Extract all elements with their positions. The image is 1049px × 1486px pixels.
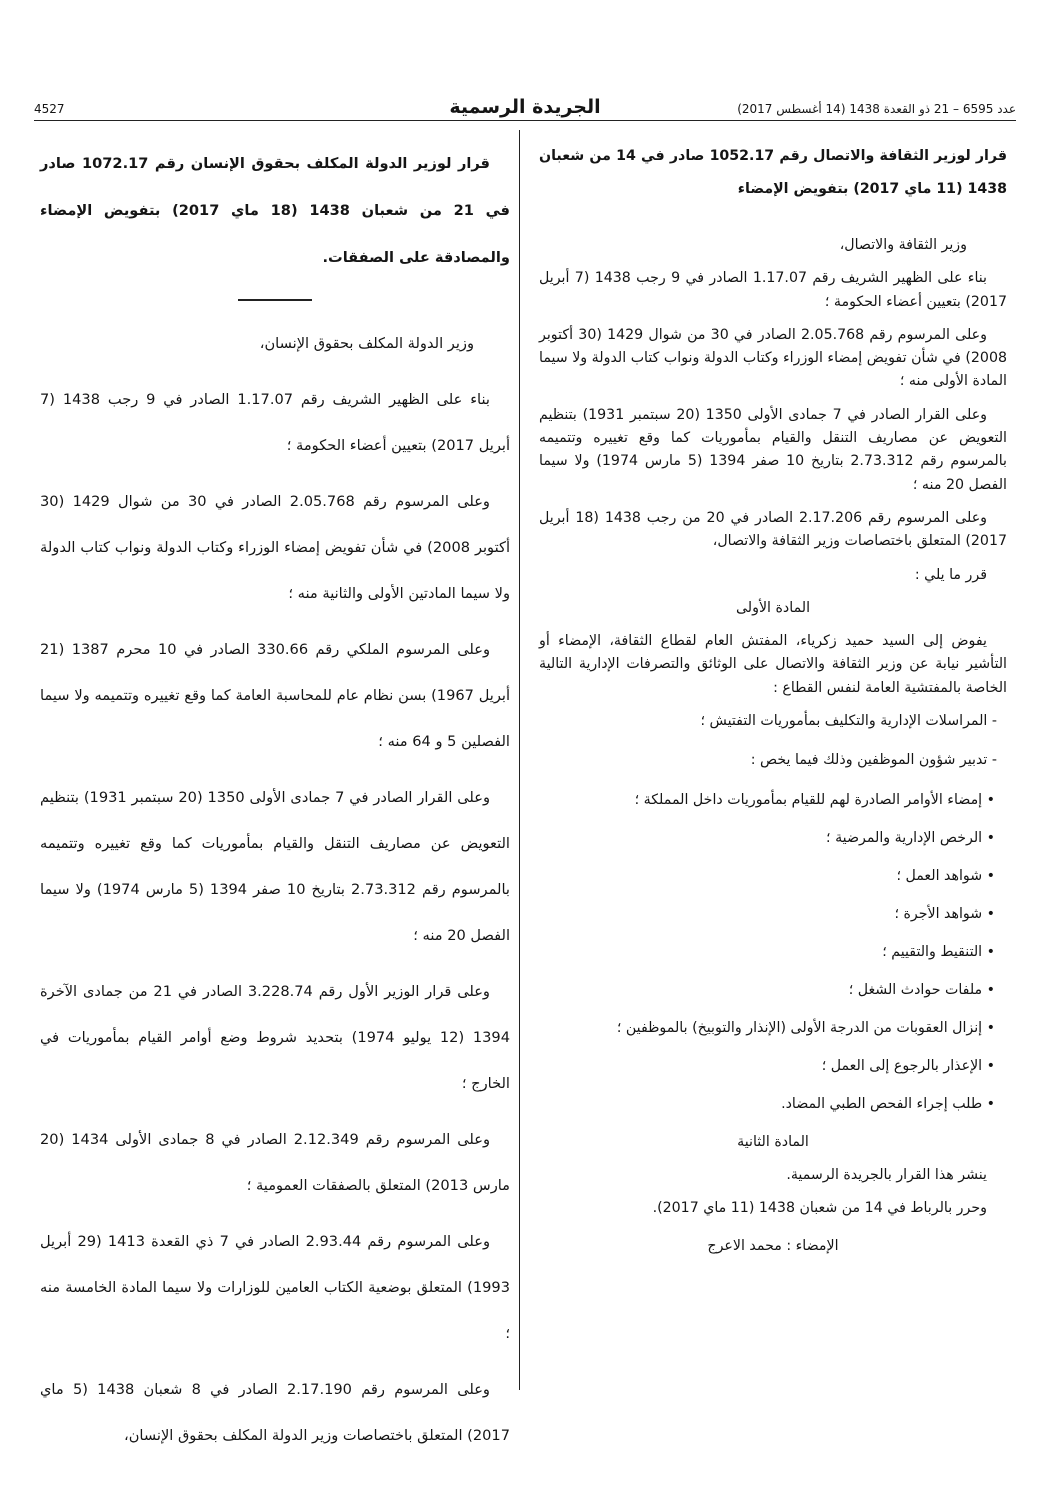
bullet-item: • التنقيط والتقييم ؛ — [882, 943, 995, 960]
bullet-item: • طلب إجراء الفحص الطبي المضاد. — [781, 1095, 995, 1112]
minister-line: وزير الدولة المكلف بحقوق الإنسان، — [259, 335, 474, 352]
minister-line: وزير الثقافة والاتصال، — [839, 237, 967, 253]
page-header — [34, 98, 1016, 121]
decree-culture-column — [539, 140, 1007, 1268]
recital: وعلى المرسوم الملكي رقم 330.66 الصادر في 10 محرم 1387 (21 أبريل 1967) بسن نظام عام للمحاسبة العامة كما وقع تغييره وتتميمه ولا سيما الفصلين 5 و 64 منه ؛ — [40, 641, 511, 750]
article-heading: المادة الأولى — [735, 599, 811, 616]
recital: وعلى المرسوم رقم 2.17.190 الصادر في 8 شعبان 1438 (5 ماي 2017) المتعلق باختصاصات وزير الدولة المكلف بحقوق الإنسان، — [40, 1381, 510, 1444]
recital: وعلى قرار الوزير الأول رقم 3.228.74 الصادر في 21 من جمادى الآخرة 1394 (12 يوليو 1974) بتحديد شروط وضع أوامر القيام بمأموريات في الخارج ؛ — [40, 983, 510, 1092]
bullet-item: • شواهد الأجرة ؛ — [894, 905, 995, 922]
article-heading: المادة الثانية — [737, 1133, 809, 1150]
recital: وعلى القرار الصادر في 7 جمادى الأولى 1350 (20 سبتمبر 1931) بتنظيم التعويض عن مصاريف التنقل والقيام بمأموريات كما وقع تغييره وتتميمه بالمرسوم رقم 2.73.312 بتاريخ 10 صفر 1394 (5 مارس 1974) ولا سيما الفصل 20 منه ؛ — [40, 789, 510, 944]
article-text: يفوض إلى السيد حميد زكرياء، المفتش العام لقطاع الثقافة، الإمضاء أو التأشير نيابة عن وزير الثقافة والاتصال على الوثائق والتصرفات الإدارية التالية الخاصة بالمفتشية العامة لنفس القطاع : — [539, 633, 1007, 696]
recital: وعلى المرسوم رقم 2.05.768 الصادر في 30 من شوال 1429 (30 أكتوبر 2008) في شأن تفويض إمضاء الوزراء وكتاب الدولة ونواب كتاب الدولة ولا سيما المادة الأولى منه ؛ — [539, 326, 1007, 390]
decides-line: قرر ما يلي : — [914, 566, 987, 583]
journal-title: الجريدة الرسمية — [449, 96, 601, 118]
decree-title: قرار لوزير الدولة المكلف بحقوق الإنسان رقم 1072.17 صادر في 21 من شعبان 1438 (18 ماي 2017) بتفويض الإمضاء والمصادقة على الصفقات. — [40, 155, 510, 266]
bullet-item: • إنزال العقوبات من الدرجة الأولى (الإنذار والتوبيخ) بالموظفين ؛ — [616, 1019, 995, 1036]
recital: بناء على الظهير الشريف رقم 1.17.07 الصادر في 9 رجب 1438 (7 أبريل 2017) بتعيين أعضاء الحكومة ؛ — [539, 270, 1007, 310]
bullet-item: • الإعذار بالرجوع إلى العمل ؛ — [821, 1057, 995, 1074]
bullet-item: • شواهد العمل ؛ — [896, 867, 995, 884]
recital: بناء على الظهير الشريف رقم 1.17.07 الصادر في 9 رجب 1438 (7 أبريل 2017) بتعيين أعضاء الحكومة ؛ — [40, 391, 510, 454]
bullet-item: • الرخص الإدارية والمرضية ؛ — [826, 829, 995, 846]
bullet-item: • إمضاء الأوامر الصادرة لهم للقيام بمأموريات داخل المملكة ؛ — [634, 791, 995, 808]
done-at: وحرر بالرباط في 14 من شعبان 1438 (11 ماي 2017). — [652, 1200, 987, 1217]
recital: وعلى القرار الصادر في 7 جمادى الأولى 1350 (20 سبتمبر 1931) بتنظيم التعويض عن مصاريف التنقل والقيام بمأموريات كما وقع تغييره وتتميمه بالمرسوم رقم 2.73.312 بتاريخ 10 صفر 1394 (5 مارس 1974) ولا سيما الفصل 20 منه ؛ — [539, 406, 1007, 493]
decree-human-rights-column — [40, 140, 510, 1469]
recital: وعلى المرسوم رقم 2.05.768 الصادر في 30 من شوال 1429 (30 أكتوبر 2008) في شأن تفويض إمضاء الوزراء وكتاب الدولة ونواب كتاب الدولة ولا سيما المادتين الأولى والثانية منه ؛ — [40, 493, 511, 602]
recital: وعلى المرسوم رقم 2.17.206 الصادر في 20 من رجب 1438 (18 أبريل 2017) المتعلق باختصاصات وزير الثقافة والاتصال، — [539, 509, 1007, 550]
page-number: 4527 — [34, 102, 65, 116]
recital: وعلى المرسوم رقم 2.93.44 الصادر في 7 ذي القعدة 1413 (29 أبريل 1993) المتعلق بوضعية الكتاب العامين للوزارات ولا سيما المادة الخامسة منه ؛ — [40, 1233, 510, 1342]
issue-info: عدد 6595 – 21 ذو القعدة 1438 (14 أغسطس 2017) — [737, 102, 1016, 116]
article-text: ينشر هذا القرار بالجريدة الرسمية. — [786, 1166, 987, 1183]
column-divider — [519, 130, 520, 1390]
recital: وعلى المرسوم رقم 2.12.349 الصادر في 8 جمادى الأولى 1434 (20 مارس 2013) المتعلق بالصفقات العمومية ؛ — [40, 1131, 510, 1194]
decree-title: قرار لوزير الثقافة والاتصال رقم 1052.17 صادر في 14 من شعبان 1438 (11 ماي 2017) بتفويض الإمضاء — [539, 148, 1007, 197]
bullet-item: • ملفات حوادث الشغل ؛ — [848, 981, 995, 998]
signature: الإمضاء : محمد الاعرج — [707, 1237, 839, 1254]
list-item: - المراسلات الإدارية والتكليف بمأموريات التفتيش ؛ — [700, 713, 997, 730]
list-item: - تدبير شؤون الموظفين وذلك فيما يخص : — [750, 752, 997, 769]
title-separator — [238, 299, 312, 301]
